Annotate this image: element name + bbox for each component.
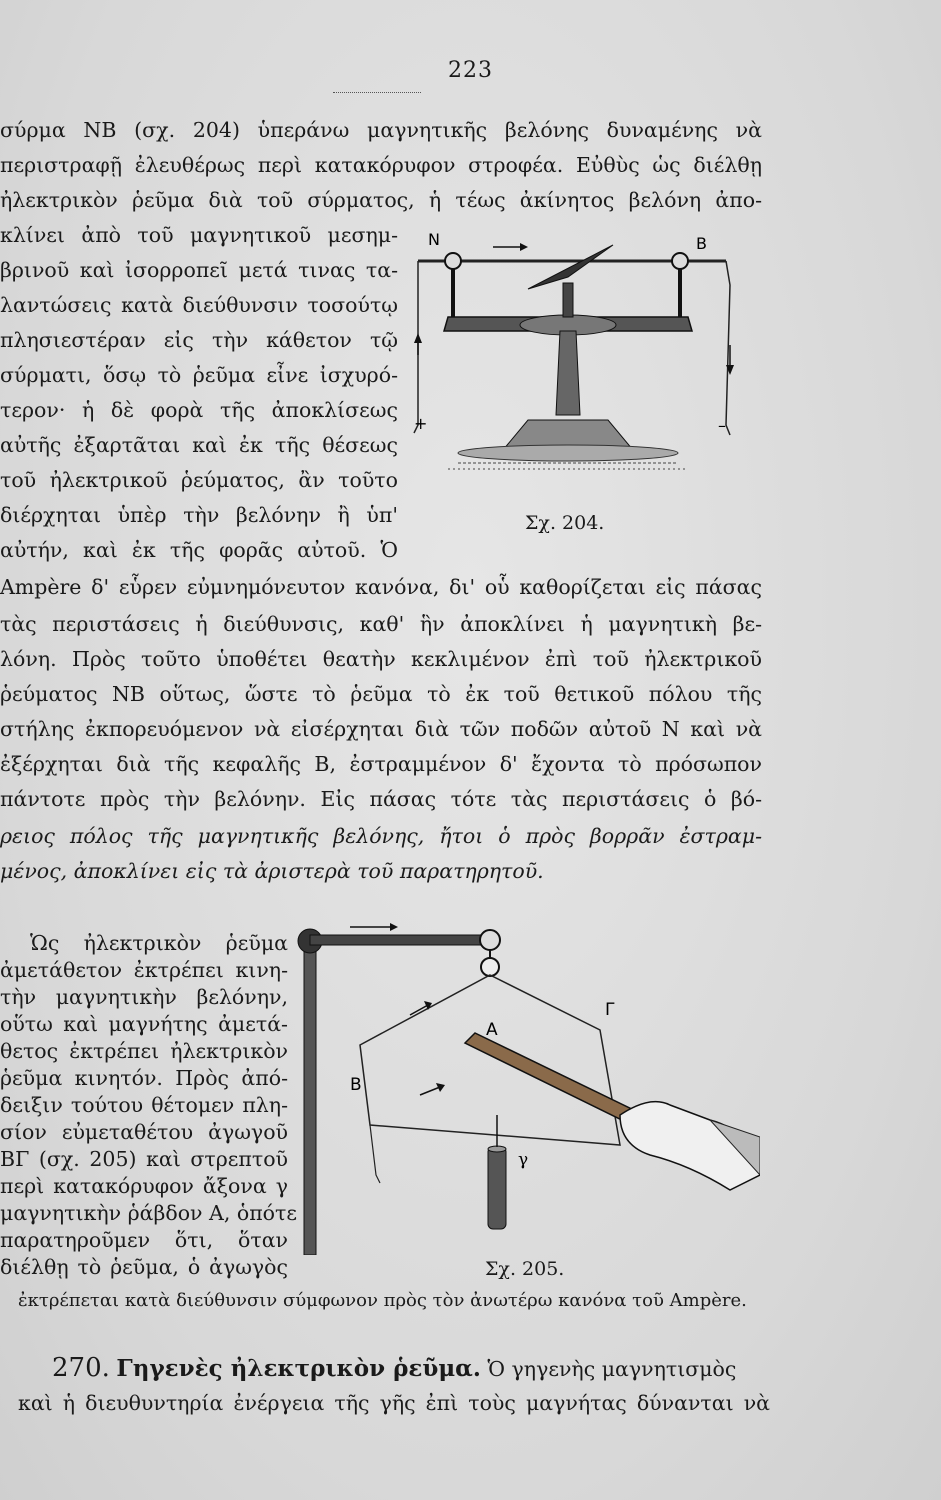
- figure-204-caption: Σχ. 204.: [525, 512, 605, 534]
- label-gamma-upper: Γ: [605, 1000, 615, 1020]
- text-line: ῥεύματος ΝΒ οὕτως, ὥστε τὸ ῥεῦμα τὸ ἐκ τοῦ θετικοῦ πόλου τῆς: [0, 682, 762, 706]
- text-line: στήλης ἐκπορευόμενον νὰ εἰσέρχηται διὰ τῶν ποδῶν αὐτοῦ Ν καὶ νὰ: [0, 717, 762, 741]
- text-line: λόνη. Πρὸς τοῦτο ὑποθέτει θεατὴν κεκλιμένον ἐπὶ τοῦ ἠλεκτρικοῦ: [0, 647, 762, 671]
- text-line: παρατηροῦμεν ὅτι, ὅταν: [0, 1228, 288, 1252]
- text-line: βρινοῦ καὶ ἰσορροπεῖ μετά τινας τα-: [0, 258, 398, 282]
- text-line: Ὡς ἠλεκτρικὸν ῥεῦμα: [30, 931, 288, 955]
- label-n: N: [428, 230, 440, 249]
- text-line: θετος ἐκτρέπει ἠλεκτρικὸν: [0, 1039, 288, 1063]
- text-line: Ampère δ' εὗρεν εὐμνημόνευτον κανόνα, δι' οὗ καθορίζεται εἰς πάσας: [0, 575, 762, 599]
- label-b: B: [696, 234, 707, 253]
- text-line: τὴν μαγνητικὴν βελόνην,: [0, 985, 288, 1009]
- section-title: Γηγενὲς ἠλεκτρικὸν ῥεῦμα.: [116, 1355, 481, 1382]
- text-line: αὐτῆς ἐξαρτᾶται καὶ ἐκ τῆς θέσεως: [0, 433, 398, 457]
- text-line: περὶ κατακόρυφον ἄξονα γ: [0, 1174, 288, 1198]
- text-line: τὰς περιστάσεις ἡ διεύθυνσις, καθ' ἣν ἀποκλίνει ἡ μαγνητικὴ βε-: [0, 612, 762, 636]
- text-line: λαντώσεις κατὰ διεύθυνσιν τοσούτῳ: [0, 293, 398, 317]
- text-line: σύρματι, ὅσῳ τὸ ῥεῦμα εἶνε ἰσχυρό-: [0, 363, 398, 387]
- text-line: διέρχηται ὑπὲρ τὴν βελόνην ἢ ὑπ': [0, 503, 398, 527]
- terminal-left: [445, 253, 461, 269]
- section-number: 270.: [52, 1353, 110, 1383]
- label-minus: –: [718, 416, 726, 435]
- text-line: πλησιεστέραν εἰς τὴν κάθετον τῷ: [0, 328, 398, 352]
- text-line: ἐκτρέπεται κατὰ διεύθυνσιν σύμφωνον πρὸς τὸν ἀνωτέρω κανόνα τοῦ Ampère.: [18, 1290, 747, 1311]
- text-line: δειξιν τούτου θέτομεν πλη-: [0, 1093, 288, 1117]
- pivot: [563, 283, 573, 317]
- page-number: 223: [448, 58, 493, 83]
- text-line: περιστραφῇ ἐλευθέρως περὶ κατακόρυφον στροφέα. Εὐθὺς ὡς διέλθῃ: [0, 153, 762, 177]
- text-line: ῥεῦμα κινητόν. Πρὸς ἀπό-: [0, 1066, 288, 1090]
- text-line: ἐξέρχηται διὰ τῆς κεφαλῆς Β, ἐστραμμένον δ' ἔχοντα τὸ πρόσωπον: [0, 752, 762, 776]
- text-line: πάντοτε πρὸς τὴν βελόνην. Εἰς πάσας τότε τὰς περιστάσεις ὁ βό-: [0, 787, 762, 811]
- section-heading-line: [52, 1355, 772, 1382]
- figure-205-caption: Σχ. 205.: [485, 1258, 565, 1280]
- text-line: κλίνει ἀπὸ τοῦ μαγνητικοῦ μεσημ-: [0, 223, 398, 247]
- stand-arm: [310, 935, 490, 945]
- magnetic-needle: [528, 245, 613, 289]
- figure-204: [408, 225, 753, 495]
- text-line: τοῦ ἠλεκτρικοῦ ῥεύματος, ἂν τοῦτο: [0, 468, 398, 492]
- conductor-frame: [360, 975, 620, 1145]
- text-line: ΒΓ (σχ. 205) καὶ στρεπτοῦ: [0, 1147, 288, 1171]
- text-line: μαγνητικὴν ῥάβδον Α, ὁπότε: [0, 1201, 297, 1225]
- label-b: B: [350, 1075, 362, 1095]
- text-line: οὕτω καὶ μαγνήτης ἀμετά-: [0, 1012, 288, 1036]
- text-line: διέλθῃ τὸ ῥεῦμα, ὁ ἀγωγὸς: [0, 1255, 288, 1279]
- vessel: [488, 1147, 506, 1229]
- label-a: A: [486, 1020, 498, 1040]
- text-line: σίον εὐμεταθέτου ἀγωγοῦ: [0, 1120, 288, 1144]
- text-line: ἠλεκτρικὸν ῥεῦμα διὰ τοῦ σύρματος, ἡ τέως ἀκίνητος βελόνη ἀπο-: [0, 188, 762, 212]
- magnetic-rod: [465, 1033, 640, 1125]
- text-line-italic: μένος, ἀποκλίνει εἰς τὰ ἀριστερὰ τοῦ παρατηρητοῦ.: [0, 859, 544, 883]
- terminal-right: [672, 253, 688, 269]
- label-plus: +: [414, 414, 428, 433]
- stand-column: [556, 331, 580, 415]
- page-number-rule: [333, 92, 421, 93]
- text-line: αὐτήν, καὶ ἐκ τῆς φορᾶς αὐτοῦ. Ὁ: [0, 538, 398, 562]
- text-line-italic: ρειος πόλος τῆς μαγνητικῆς βελόνης, ἤτοι ὁ πρὸς βορρᾶν ἐστραμ-: [0, 824, 762, 848]
- section-text: Ὁ γηγενὴς μαγνητισμὸς: [487, 1357, 737, 1381]
- stand-post: [304, 937, 316, 1255]
- text-line: σύρμα ΝΒ (σχ. 204) ὑπεράνω μαγνητικῆς βελόνης δυναμένης νὰ: [0, 118, 762, 142]
- text-line: καὶ ἡ διευθυντηρία ἐνέργεια τῆς γῆς ἐπὶ τοὺς μαγνήτας δύνανται νὰ: [18, 1391, 770, 1415]
- text-line: ἀμετάθετον ἐκτρέπει κινη-: [0, 958, 288, 982]
- text-line: τερον· ἡ δὲ φορὰ τῆς ἀποκλίσεως: [0, 398, 398, 422]
- figure-205: [290, 915, 760, 1255]
- label-gamma-lower: γ: [518, 1150, 529, 1170]
